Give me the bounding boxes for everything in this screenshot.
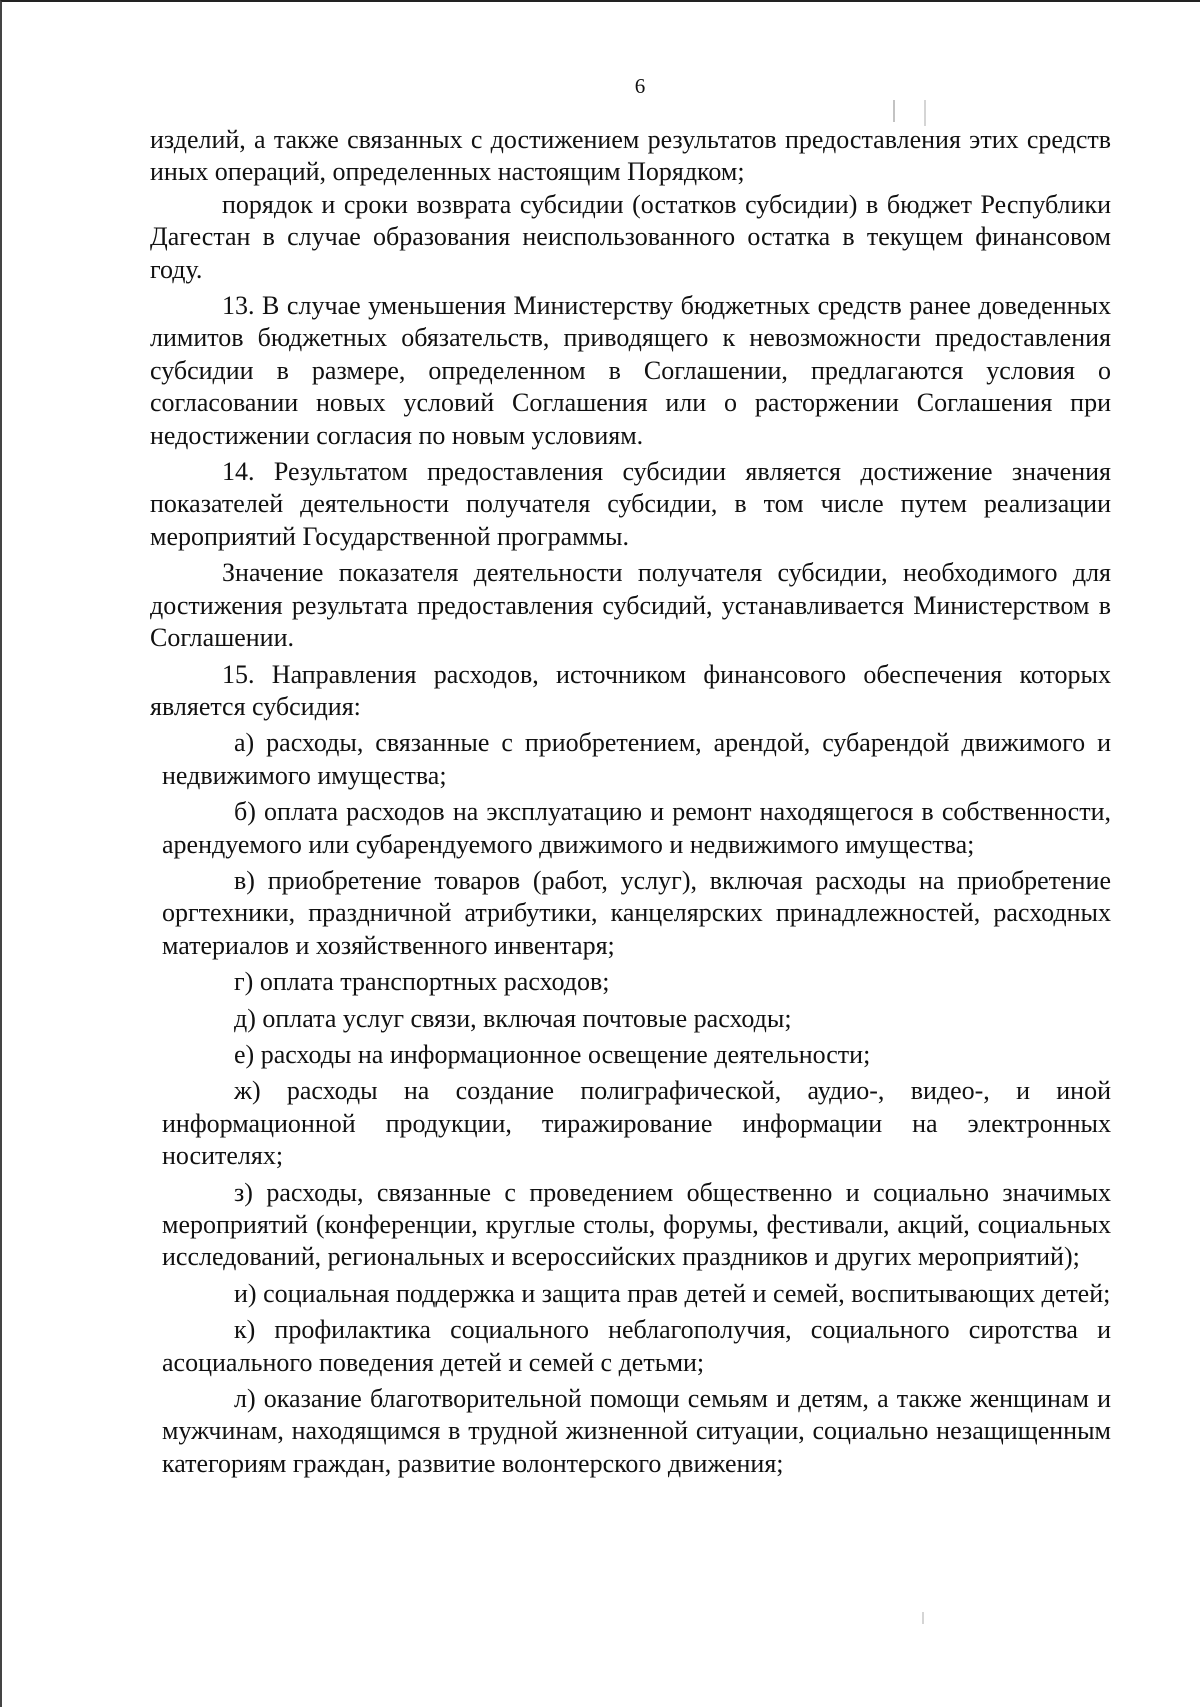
list-item-l: л) оказание благотворительной помощи семьям и детям, а также женщинам и мужчинам, находящимся в трудной жизненной ситуации, социально незащищенным категориям граждан, развитие волонтерского движения; [162,1384,1111,1478]
paragraph-13: 13. В случае уменьшения Министерству бюджетных средств ранее доведенных лимитов бюджетных обязательств, приводящего к невозможности предоставления субсидии в размере, определенном в Соглашении, предлагаются условия о согласовании новых условий Соглашения или о расторжении Соглашения при недостижении согласия по новым условиям. [150,291,1111,450]
paragraph-return-procedure: порядок и сроки возврата субсидии (остатков субсидии) в бюджет Республики Дагестан в случае образования неиспользованного остатка в текущем финансовом году. [150,189,1111,284]
list-item-e: е) расходы на информационное освещение деятельности; [234,1039,871,1069]
paragraph-indicator-value: Значение показателя деятельности получателя субсидии, необходимого для достижения результата предоставления субсидий, устанавливается Министерством в Соглашении. [150,558,1111,653]
list-item-g: г) оплата транспортных расходов; [234,967,610,997]
list-item-d: д) оплата услуг связи, включая почтовые расходы; [234,1003,792,1033]
list-item-i: и) социальная поддержка и защита прав детей и семей, воспитывающих детей; [234,1278,1111,1308]
list-item-zh: ж) расходы на создание полиграфической, аудио-, видео-, и иной информационной продукции, тиражирование информации на электронных носителях; [162,1076,1111,1171]
list-item-k: к) профилактика социального неблагополучия, социального сиротства и асоциального поведения детей и семей с детьми; [162,1315,1111,1377]
scan-artifact-mark [922,1612,924,1624]
list-item-v: в) приобретение товаров (работ, услуг), включая расходы на приобретение оргтехники, праздничной атрибутики, канцелярских принадлежностей, расходных материалов и хозяйственного инвентаря; [162,865,1111,960]
paragraph-continuation: изделий, а также связанных с достижением результатов предоставления этих средств иных операций, определенных настоящим Порядком; [150,125,1111,187]
paragraph-15: 15. Направления расходов, источником финансового обеспечения которых является субсидия: [150,659,1111,721]
scan-artifact-mark [893,100,895,122]
document-body [150,124,1111,1480]
list-item-z: з) расходы, связанные с проведением общественно и социально значимых мероприятий (конференции, круглые столы, форумы, фестивали, акций, социальных исследований, региональных и всероссийских праздников и других мероприятий); [162,1177,1111,1272]
list-item-a: а) расходы, связанные с приобретением, арендой, субарендой движимого и недвижимого имущества; [162,728,1111,790]
paragraph-14: 14. Результатом предоставления субсидии является достижение значения показателей деятельности получателя субсидии, в том числе путем реализации мероприятий Государственной программы. [150,457,1111,551]
page-number: 6 [634,74,646,98]
list-item-b: б) оплата расходов на эксплуатацию и ремонт находящегося в собственности, арендуемого или субарендуемого движимого и недвижимого имущества; [162,797,1111,859]
scan-artifact-mark [924,100,926,126]
